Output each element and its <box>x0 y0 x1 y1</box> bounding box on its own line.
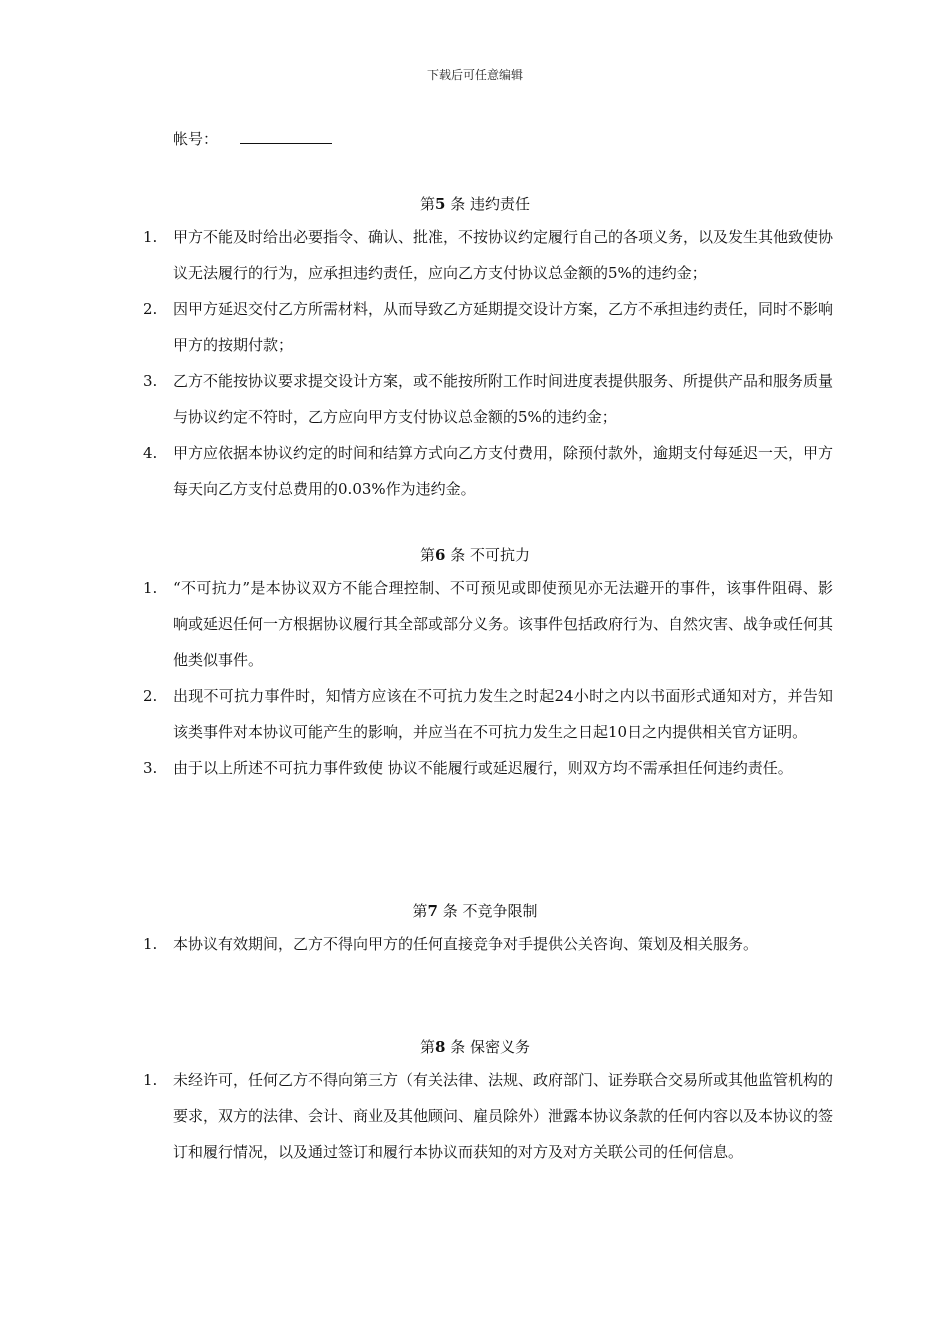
item-list <box>0 1062 950 1170</box>
item-number: 2. <box>143 300 158 318</box>
page-header: 下载后可任意编辑 <box>426 68 523 82</box>
item-list <box>0 926 950 962</box>
item-number: 4. <box>143 444 158 462</box>
section-6 <box>0 542 950 786</box>
item-text: 由于以上所述不可抗力事件致使 协议不能履行或延迟履行，则双方均不需承担任何违约责任。 <box>173 759 793 777</box>
list-item <box>0 1062 833 1170</box>
title-prefix: 第 <box>419 1038 435 1056</box>
title-suffix: 条 不可抗力 <box>450 546 530 564</box>
section-title <box>0 191 950 217</box>
title-suffix: 条 违约责任 <box>450 195 530 213</box>
list-item <box>0 219 833 291</box>
title-number: 6 <box>435 546 446 564</box>
item-number: 1. <box>143 1071 158 1089</box>
title-number: 7 <box>427 902 438 920</box>
section-title <box>0 542 950 568</box>
section-5 <box>0 191 950 507</box>
title-prefix: 第 <box>412 902 428 920</box>
list-item <box>0 678 833 750</box>
title-suffix: 条 不竞争限制 <box>442 902 538 920</box>
section-8 <box>0 1034 950 1170</box>
item-text: 乙方不能按协议要求提交设计方案，或不能按所附工作时间进度表提供服务、所提供产品和服务质量与协议约定不符时，乙方应向甲方支付协议总金额的5%的违约金； <box>173 372 834 426</box>
item-text: 未经许可，任何乙方不得向第三方（有关法律、法规、政府部门、证券联合交易所或其他监管机构的要求，双方的法律、会计、商业及其他顾问、雇员除外）泄露本协议条款的任何内容以及本协议的签订和履行情况，以及通过签订和履行本协议而获知的对方及对方关联公司的任何信息。 <box>173 1071 834 1161</box>
item-number: 1. <box>143 935 158 953</box>
item-text: 出现不可抗力事件时，知情方应该在不可抗力发生之时起24小时之内以书面形式通知对方，并告知该类事件对本协议可能产生的影响，并应当在不可抗力发生之日起10日之内提供相关官方证明。 <box>173 687 833 741</box>
section-title <box>0 898 950 924</box>
section-title <box>0 1034 950 1060</box>
title-suffix: 条 保密义务 <box>450 1038 530 1056</box>
item-text: 甲方应依据本协议约定的时间和结算方式向乙方支付费用，除预付款外，逾期支付每延迟一天，甲方每天向乙方支付总费用的0.03%作为违约金。 <box>173 444 834 498</box>
list-item <box>0 435 833 507</box>
title-number: 5 <box>435 195 446 213</box>
item-number: 3. <box>143 372 158 390</box>
list-item <box>0 926 833 962</box>
item-list <box>0 570 950 786</box>
list-item <box>0 363 833 435</box>
title-prefix: 第 <box>419 546 435 564</box>
section-7 <box>0 898 950 962</box>
title-number: 8 <box>435 1038 446 1056</box>
list-item <box>0 291 833 363</box>
item-text: 因甲方延迟交付乙方所需材料，从而导致乙方延期提交设计方案，乙方不承担违约责任，同时不影响甲方的按期付款； <box>173 300 834 354</box>
account-blank-line <box>240 131 332 144</box>
item-number: 3. <box>143 759 158 777</box>
item-text: 甲方不能及时给出必要指令、确认、批准，不按协议约定履行自己的各项义务，以及发生其他致使协议无法履行的行为，应承担违约责任，应向乙方支付协议总金额的5%的违约金； <box>173 228 834 282</box>
account-label: 帐号： <box>173 130 219 148</box>
item-number: 1. <box>143 579 158 597</box>
title-prefix: 第 <box>419 195 435 213</box>
item-text: 本协议有效期间，乙方不得向甲方的任何直接竞争对手提供公关咨询、策划及相关服务。 <box>173 935 759 953</box>
item-list <box>0 219 950 507</box>
account-field <box>173 128 332 149</box>
item-number: 1. <box>143 228 158 246</box>
item-text: “不可抗力”是本协议双方不能合理控制、不可预见或即使预见亦无法避开的事件，该事件阻碍、影响或延迟任何一方根据协议履行其全部或部分义务。该事件包括政府行为、自然灾害、战争或任何其他类似事件。 <box>173 579 834 669</box>
list-item <box>0 570 833 678</box>
item-number: 2. <box>143 687 158 705</box>
list-item <box>0 750 833 786</box>
